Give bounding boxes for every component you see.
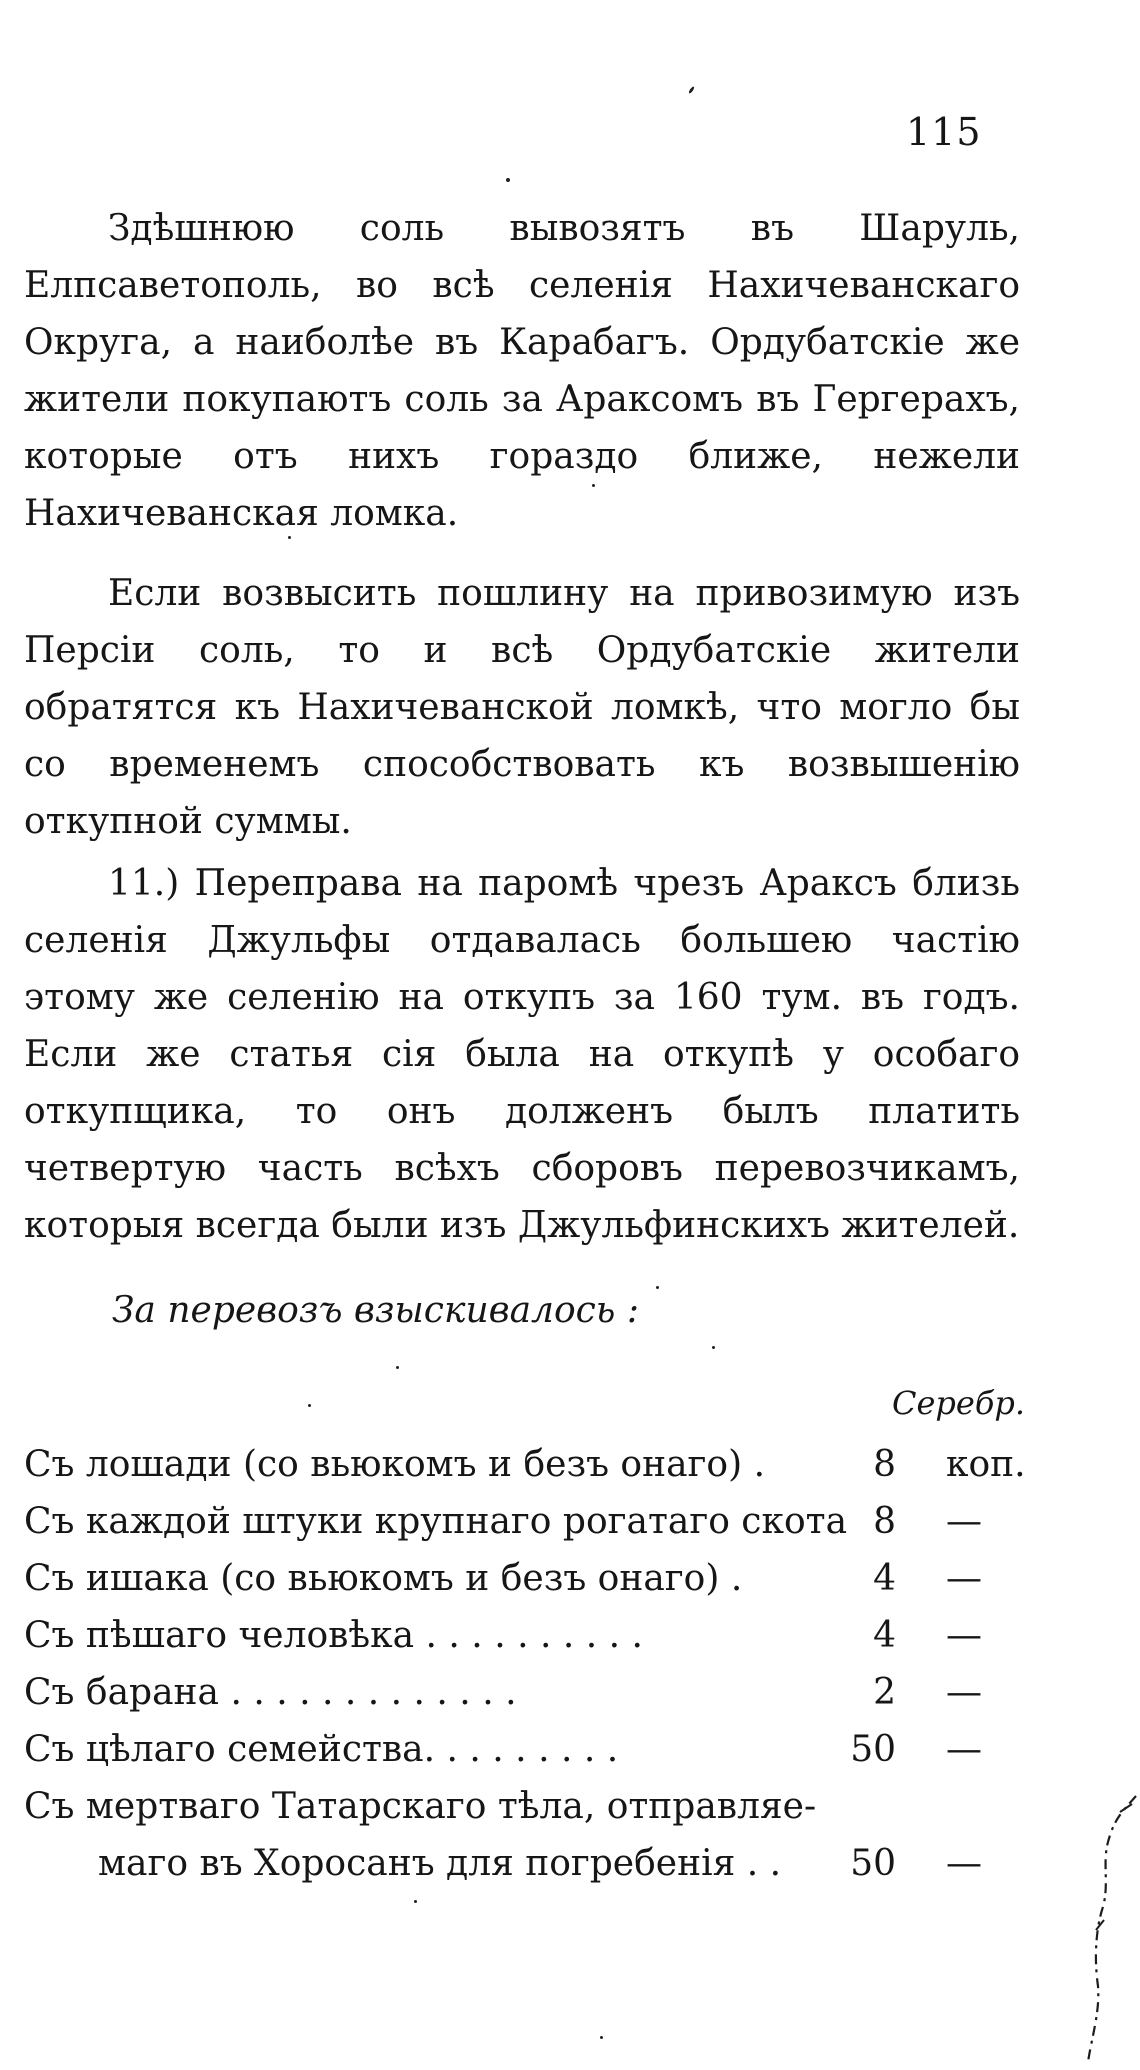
fee-row xyxy=(24,1778,1034,1892)
fee-label: Съ пѣшаго человѣка . . . . . . . . . . xyxy=(24,1615,643,1656)
fee-amount: 50 xyxy=(850,1843,896,1884)
scan-speck xyxy=(506,178,510,182)
scan-speck xyxy=(396,1366,399,1369)
scan-speck xyxy=(414,1900,417,1903)
fee-label: Съ цѣлаго семейства. . . . . . . . . xyxy=(24,1729,619,1770)
fee-unit: — xyxy=(946,1558,982,1599)
scan-speck xyxy=(656,1286,659,1289)
fee-amount: 8 xyxy=(873,1501,896,1542)
fee-unit-header: Серебр. xyxy=(892,1384,1026,1422)
fee-unit: — xyxy=(946,1843,982,1884)
paragraph-salt-export: Здѣшнюю соль вывозятъ въ Шаруль, Елпсаветополь, во всѣ селенія Нахичеванскаго Округа, а наиболѣе въ Карабагъ. Ордубатскіе же жители покупаютъ соль за Араксомъ въ Гергерахъ, которые отъ нихъ гораздо ближе, нежели Нахичеванская ломка. xyxy=(24,208,1020,534)
scan-speck xyxy=(288,536,291,539)
fee-table xyxy=(24,1436,1034,1892)
scan-scratch-mark xyxy=(1080,1790,1140,2070)
fee-unit: — xyxy=(946,1501,982,1542)
fee-amount: 4 xyxy=(873,1558,896,1599)
fee-amount: 8 xyxy=(873,1444,896,1485)
fee-label: Съ каждой штуки крупнаго рогатаго скота xyxy=(24,1501,848,1542)
fee-label-continuation: маго въ Хоросанъ для погребенія . . xyxy=(98,1843,782,1884)
fee-row xyxy=(24,1721,1034,1778)
fee-row xyxy=(24,1436,1034,1493)
fee-row xyxy=(24,1664,1034,1721)
fee-unit: — xyxy=(946,1615,982,1656)
paragraph-ferry: 11.) Переправа на паромѣ чрезъ Араксъ близь селенія Джульфы отдавалась большею частію этому же селенію на откупъ за 160 тум. въ годъ. Если же статья сія была на откупѣ у особаго откупщика, то онъ долженъ былъ платить четвертую часть всѣхъ сборовъ перевозчикамъ, которыя всегда были изъ Джульфинскихъ жителей. xyxy=(24,863,1020,1246)
fee-label: Съ лошади (со вьюкомъ и безъ онаго) . xyxy=(24,1444,766,1485)
fee-label xyxy=(24,1778,864,1892)
fee-table-heading: За перевозъ взыскивалось : xyxy=(112,1290,639,1331)
fee-unit: — xyxy=(946,1729,982,1770)
scan-speck xyxy=(600,2036,603,2039)
scan-speck xyxy=(688,86,695,94)
fee-unit: коп. xyxy=(946,1444,1026,1485)
fee-row xyxy=(24,1493,1034,1550)
fee-amount: 2 xyxy=(873,1672,896,1713)
fee-label-line: Съ мертваго Татарскаго тѣла, отправляе- xyxy=(24,1786,817,1827)
scan-speck xyxy=(712,1346,715,1349)
page-number: 115 xyxy=(906,110,982,154)
fee-label: Съ барана . . . . . . . . . . . . . xyxy=(24,1672,517,1713)
scan-speck xyxy=(592,484,595,487)
fee-amount: 50 xyxy=(850,1729,896,1770)
scan-speck xyxy=(308,1404,311,1407)
fee-row xyxy=(24,1607,1034,1664)
fee-row xyxy=(24,1550,1034,1607)
fee-unit: — xyxy=(946,1672,982,1713)
fee-label: Съ ишака (со вьюкомъ и безъ онаго) . xyxy=(24,1558,743,1599)
fee-amount: 4 xyxy=(873,1615,896,1656)
paragraph-salt-duty: Если возвысить пошлину на привозимую изъ Персіи соль, то и всѣ Ордубатскіе жители обратятся къ Нахичеванской ломкѣ, что могло бы со временемъ способствовать къ возвышенію откупной суммы. xyxy=(24,573,1020,842)
